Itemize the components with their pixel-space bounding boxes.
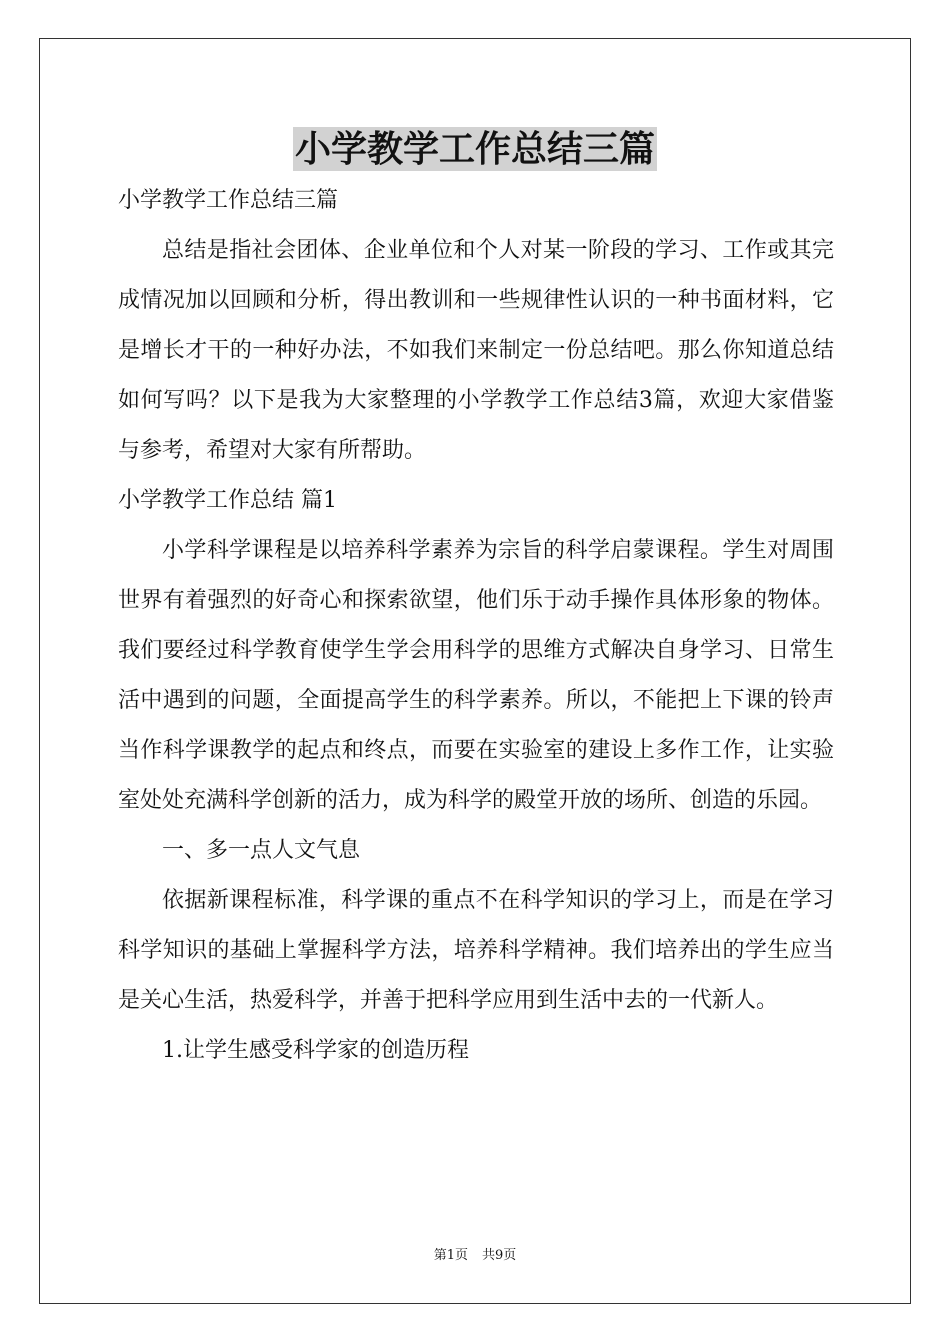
paragraph-subheading: 一、多一点人文气息 — [162, 838, 361, 863]
page-number: 第1页 — [433, 1248, 468, 1263]
paragraph-intro: 总结是指社会团体、企业单位和个人对某一阶段的学习、工作或其完成情况加以回顾和分析，得出教训和一些规律性认识的一种书面材料，它是增长才干的一种好办法，不如我们来制定一份总结吧。那么你知道总结如何写吗？以下是我为大家整理的小学教学工作总结3篇，欢迎大家借鉴与参考，希望对大家有所帮助。 — [118, 238, 834, 463]
paragraph-heading: 小学教学工作总结三篇 — [118, 188, 339, 213]
document-title-text: 小学教学工作总结三篇 — [294, 128, 655, 170]
document-title — [0, 124, 950, 174]
paragraph-body: 依据新课程标准，科学课的重点不在科学知识的学习上，而是在学习科学知识的基础上掌握科学方法，培养科学精神。我们培养出的学生应当是关心生活，热爱科学，并善于把科学应用到生活中去的一代新人。 — [118, 888, 834, 1013]
page-footer — [0, 1246, 950, 1266]
document-body — [118, 176, 834, 1076]
paragraph-list-item: 1.让学生感受科学家的创造历程 — [162, 1038, 469, 1063]
page-total: 共9页 — [482, 1248, 517, 1263]
paragraph-section-title: 小学教学工作总结 篇1 — [118, 488, 337, 513]
paragraph-body: 小学科学课程是以培养科学素养为宗旨的科学启蒙课程。学生对周围世界有着强烈的好奇心和探索欲望，他们乐于动手操作具体形象的物体。我们要经过科学教育使学生学会用科学的思维方式解决自身学习、日常生活中遇到的问题，全面提高学生的科学素养。所以，不能把上下课的铃声当作科学课教学的起点和终点，而要在实验室的建设上多作工作，让实验室处处充满科学创新的活力，成为科学的殿堂开放的场所、创造的乐园。 — [118, 538, 834, 813]
